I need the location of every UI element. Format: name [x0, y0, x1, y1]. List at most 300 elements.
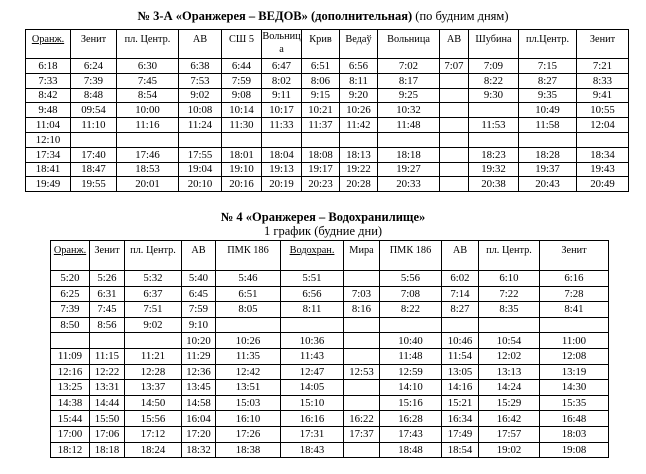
t2-cell: 7:45 — [90, 302, 125, 318]
t1-header-cell: АВ — [440, 30, 469, 59]
t1-header-cell: Зенит — [577, 30, 629, 59]
t2-cell: 18:18 — [90, 442, 125, 458]
t1-header-cell: пл. Центр. — [117, 30, 179, 59]
t1-cell: 9:08 — [222, 88, 262, 103]
t2-cell: 16:42 — [479, 411, 540, 427]
t2-cell: 6:25 — [51, 286, 90, 302]
t1-cell: 11:48 — [378, 118, 440, 133]
t2-cell — [344, 395, 380, 411]
t2-header-cell: Оранж. — [51, 241, 90, 271]
t2-cell: 16:22 — [344, 411, 380, 427]
t1-cell: 8:02 — [262, 73, 302, 88]
t2-cell: 14:50 — [125, 395, 182, 411]
t1-cell: 6:47 — [262, 59, 302, 74]
t2-cell: 15:10 — [281, 395, 344, 411]
t2-cell: 7:22 — [479, 286, 540, 302]
t2-cell: 11:54 — [442, 348, 479, 364]
t1-cell: 9:20 — [340, 88, 378, 103]
t2-cell: 11:09 — [51, 348, 90, 364]
t2-cell: 14:38 — [51, 395, 90, 411]
t2-header-cell: пл. Центр. — [125, 241, 182, 271]
t1-cell: 11:53 — [469, 118, 519, 133]
t2-header-cell: АВ — [182, 241, 216, 271]
t1-cell: 17:40 — [71, 147, 117, 162]
t1-cell — [469, 103, 519, 118]
t2-cell: 13:19 — [540, 364, 609, 380]
t1-cell: 11:16 — [117, 118, 179, 133]
t1-cell — [469, 132, 519, 147]
t2-cell: 14:30 — [540, 380, 609, 396]
t1-header-cell: Ведаў — [340, 30, 378, 59]
t2-cell: 5:51 — [281, 271, 344, 287]
t1-cell: 19:43 — [577, 162, 629, 177]
t2-cell: 12:16 — [51, 364, 90, 380]
t1-cell: 7:33 — [26, 73, 71, 88]
t1-cell: 18:34 — [577, 147, 629, 162]
t1-cell — [440, 103, 469, 118]
t2-cell: 12:42 — [216, 364, 281, 380]
t2-row — [51, 364, 609, 380]
t2-cell: 15:03 — [216, 395, 281, 411]
t2-cell: 18:54 — [442, 442, 479, 458]
t2-cell: 17:31 — [281, 426, 344, 442]
t1-cell: 9:35 — [519, 88, 577, 103]
t2-cell: 8:16 — [344, 302, 380, 318]
t1-cell: 9:48 — [26, 103, 71, 118]
t1-row — [26, 73, 629, 88]
t2-cell: 6:31 — [90, 286, 125, 302]
t1-cell: 8:11 — [340, 73, 378, 88]
t2-cell: 14:24 — [479, 380, 540, 396]
t1-cell: 11:30 — [222, 118, 262, 133]
t2-header-cell: Зенит — [90, 241, 125, 271]
t2-cell — [344, 348, 380, 364]
t2-cell: 13:37 — [125, 380, 182, 396]
t1-cell: 9:11 — [262, 88, 302, 103]
t1-cell: 7:39 — [71, 73, 117, 88]
t1-cell: 10:32 — [378, 103, 440, 118]
t1-row — [26, 88, 629, 103]
t1-cell: 10:49 — [519, 103, 577, 118]
t1-cell: 11:42 — [340, 118, 378, 133]
t2-row — [51, 348, 609, 364]
t1-cell: 10:14 — [222, 103, 262, 118]
t2-cell: 15:16 — [380, 395, 442, 411]
t1-cell: 7:15 — [519, 59, 577, 74]
t1-cell — [340, 132, 378, 147]
t2-cell — [344, 442, 380, 458]
t1-cell: 7:07 — [440, 59, 469, 74]
t1-cell: 20:01 — [117, 177, 179, 192]
t1-cell — [302, 132, 340, 147]
t2-header-cell: ПМК 186 — [380, 241, 442, 271]
t1-cell: 20:43 — [519, 177, 577, 192]
table1-title-bold: № 3-А «Оранжерея – ВЕДОВ» (дополнительная) — [137, 9, 413, 23]
t2-header-cell: ПМК 186 — [216, 241, 281, 271]
t1-cell — [440, 132, 469, 147]
t2-cell — [216, 317, 281, 333]
t2-cell: 14:58 — [182, 395, 216, 411]
t2-cell: 9:10 — [182, 317, 216, 333]
t1-row — [26, 177, 629, 192]
t1-cell: 12:10 — [26, 132, 71, 147]
t2-cell: 13:45 — [182, 380, 216, 396]
t2-cell: 18:12 — [51, 442, 90, 458]
t2-cell: 12:59 — [380, 364, 442, 380]
t1-cell: 8:22 — [469, 73, 519, 88]
t1-cell: 10:00 — [117, 103, 179, 118]
t2-cell: 5:46 — [216, 271, 281, 287]
t2-cell: 18:43 — [281, 442, 344, 458]
t2-cell: 12:22 — [90, 364, 125, 380]
t1-cell: 18:41 — [26, 162, 71, 177]
t2-cell: 18:38 — [216, 442, 281, 458]
t2-row — [51, 286, 609, 302]
t1-cell: 20:23 — [302, 177, 340, 192]
t2-cell: 17:57 — [479, 426, 540, 442]
t2-cell: 14:10 — [380, 380, 442, 396]
t2-cell: 14:16 — [442, 380, 479, 396]
t2-cell: 7:08 — [380, 286, 442, 302]
t1-cell: 19:04 — [179, 162, 222, 177]
t1-cell: 6:44 — [222, 59, 262, 74]
t1-cell — [440, 147, 469, 162]
t1-cell — [222, 132, 262, 147]
t1-cell: 10:26 — [340, 103, 378, 118]
t2-cell: 17:26 — [216, 426, 281, 442]
t2-cell: 15:29 — [479, 395, 540, 411]
t2-cell: 18:03 — [540, 426, 609, 442]
t2-cell: 18:24 — [125, 442, 182, 458]
t2-cell: 17:06 — [90, 426, 125, 442]
t2-cell: 7:51 — [125, 302, 182, 318]
t1-header-cell: Шубина — [469, 30, 519, 59]
t2-cell: 10:26 — [216, 333, 281, 349]
t1-cell: 6:18 — [26, 59, 71, 74]
t2-cell: 6:56 — [281, 286, 344, 302]
t2-cell: 16:04 — [182, 411, 216, 427]
t2-cell: 17:49 — [442, 426, 479, 442]
table2-subtitle: 1 график (будние дни) — [263, 224, 383, 238]
t1-cell: 18:47 — [71, 162, 117, 177]
t2-cell: 6:51 — [216, 286, 281, 302]
t2-cell — [51, 333, 90, 349]
t2-cell: 13:13 — [479, 364, 540, 380]
t1-header-cell: Крив — [302, 30, 340, 59]
t2-cell: 17:12 — [125, 426, 182, 442]
t2-cell — [540, 317, 609, 333]
t2-cell: 19:02 — [479, 442, 540, 458]
t2-cell: 11:00 — [540, 333, 609, 349]
t2-cell: 15:44 — [51, 411, 90, 427]
t1-cell: 9:02 — [179, 88, 222, 103]
t2-cell — [125, 333, 182, 349]
t2-cell: 11:35 — [216, 348, 281, 364]
t1-header-cell: СШ 5 — [222, 30, 262, 59]
t1-cell: 7:21 — [577, 59, 629, 74]
t1-cell: 20:33 — [378, 177, 440, 192]
t1-cell: 8:48 — [71, 88, 117, 103]
table1-title-rest: (по будним дням) — [412, 9, 509, 23]
t2-cell: 5:20 — [51, 271, 90, 287]
t2-cell: 13:25 — [51, 380, 90, 396]
t1-cell: 7:59 — [222, 73, 262, 88]
t2-cell: 10:54 — [479, 333, 540, 349]
t2-cell: 5:40 — [182, 271, 216, 287]
t1-cell — [440, 73, 469, 88]
t1-cell: 10:21 — [302, 103, 340, 118]
t1-cell: 8:27 — [519, 73, 577, 88]
t2-cell: 13:31 — [90, 380, 125, 396]
t2-cell: 7:28 — [540, 286, 609, 302]
t1-cell — [440, 118, 469, 133]
t1-cell: 19:10 — [222, 162, 262, 177]
t1-cell: 11:10 — [71, 118, 117, 133]
t1-cell — [117, 132, 179, 147]
t2-cell: 11:48 — [380, 348, 442, 364]
t1-cell: 18:23 — [469, 147, 519, 162]
t1-cell — [378, 132, 440, 147]
t1-cell: 19:17 — [302, 162, 340, 177]
t2-cell — [442, 317, 479, 333]
t1-cell: 9:15 — [302, 88, 340, 103]
t1-cell: 12:04 — [577, 118, 629, 133]
t1-header-cell: Вольница — [378, 30, 440, 59]
t1-cell: 6:51 — [302, 59, 340, 74]
t2-cell — [380, 317, 442, 333]
t2-cell: 15:56 — [125, 411, 182, 427]
t2-cell: 5:32 — [125, 271, 182, 287]
t2-cell: 17:00 — [51, 426, 90, 442]
t2-cell: 16:28 — [380, 411, 442, 427]
t1-cell: 17:34 — [26, 147, 71, 162]
t2-cell — [479, 317, 540, 333]
t1-cell: 18:28 — [519, 147, 577, 162]
t1-row — [26, 118, 629, 133]
t1-cell — [577, 132, 629, 147]
t2-cell: 12:08 — [540, 348, 609, 364]
t2-cell: 12:36 — [182, 364, 216, 380]
t1-cell: 11:58 — [519, 118, 577, 133]
t2-cell: 18:48 — [380, 442, 442, 458]
t2-cell: 8:35 — [479, 302, 540, 318]
t2-cell: 12:28 — [125, 364, 182, 380]
t2-header-cell: АВ — [442, 241, 479, 271]
t2-cell: 10:36 — [281, 333, 344, 349]
t2-cell: 7:59 — [182, 302, 216, 318]
t1-cell: 8:33 — [577, 73, 629, 88]
t1-header-cell: Оранж. — [26, 30, 71, 59]
t1-cell: 20:10 — [179, 177, 222, 192]
t1-cell: 20:28 — [340, 177, 378, 192]
t2-cell: 14:44 — [90, 395, 125, 411]
t1-cell: 19:55 — [71, 177, 117, 192]
t2-header-row — [51, 241, 609, 271]
t1-cell: 17:46 — [117, 147, 179, 162]
t2-cell: 6:45 — [182, 286, 216, 302]
t2-cell: 7:39 — [51, 302, 90, 318]
t2-cell: 13:51 — [216, 380, 281, 396]
t1-cell: 19:13 — [262, 162, 302, 177]
t1-cell — [440, 162, 469, 177]
t1-row — [26, 103, 629, 118]
t2-cell: 11:43 — [281, 348, 344, 364]
t1-cell: 8:17 — [378, 73, 440, 88]
t2-cell: 11:29 — [182, 348, 216, 364]
t1-cell: 11:37 — [302, 118, 340, 133]
t1-cell — [262, 132, 302, 147]
t1-cell: 10:17 — [262, 103, 302, 118]
t1-cell: 7:09 — [469, 59, 519, 74]
t1-cell: 19:32 — [469, 162, 519, 177]
t2-cell: 6:16 — [540, 271, 609, 287]
t1-cell: 11:33 — [262, 118, 302, 133]
t2-cell: 5:26 — [90, 271, 125, 287]
t1-cell: 18:53 — [117, 162, 179, 177]
t1-cell: 6:30 — [117, 59, 179, 74]
t2-cell: 16:16 — [281, 411, 344, 427]
t1-row — [26, 132, 629, 147]
t2-cell: 11:15 — [90, 348, 125, 364]
t1-cell: 18:18 — [378, 147, 440, 162]
t1-cell: 6:38 — [179, 59, 222, 74]
t2-row — [51, 302, 609, 318]
t2-cell: 10:20 — [182, 333, 216, 349]
t2-cell — [344, 271, 380, 287]
t2-cell: 8:50 — [51, 317, 90, 333]
t1-cell: 11:24 — [179, 118, 222, 133]
t1-cell: 6:56 — [340, 59, 378, 74]
t1-cell: 20:49 — [577, 177, 629, 192]
t1-cell: 19:27 — [378, 162, 440, 177]
t1-cell: 09:54 — [71, 103, 117, 118]
t2-cell: 12:47 — [281, 364, 344, 380]
t2-cell — [344, 317, 380, 333]
t1-cell: 18:04 — [262, 147, 302, 162]
t2-cell: 8:11 — [281, 302, 344, 318]
t2-cell: 16:48 — [540, 411, 609, 427]
t2-cell: 16:34 — [442, 411, 479, 427]
t2-row — [51, 380, 609, 396]
t2-cell: 12:53 — [344, 364, 380, 380]
table2-title-bold: № 4 «Оранжерея – Водохранилище» — [220, 210, 426, 224]
t2-cell: 15:21 — [442, 395, 479, 411]
t1-cell: 20:19 — [262, 177, 302, 192]
t2-header-cell: Водохран. — [281, 241, 344, 271]
t1-cell: 8:42 — [26, 88, 71, 103]
t2-row — [51, 411, 609, 427]
t1-cell: 9:30 — [469, 88, 519, 103]
t1-cell: 9:41 — [577, 88, 629, 103]
t2-cell: 19:08 — [540, 442, 609, 458]
t2-header-cell: Зенит — [540, 241, 609, 271]
t1-cell — [71, 132, 117, 147]
t1-cell: 9:25 — [378, 88, 440, 103]
t1-cell: 8:06 — [302, 73, 340, 88]
t1-row — [26, 147, 629, 162]
t1-header-cell: Вольница — [262, 30, 302, 59]
t2-row — [51, 426, 609, 442]
t1-cell: 7:02 — [378, 59, 440, 74]
t2-cell: 16:10 — [216, 411, 281, 427]
t1-cell: 19:22 — [340, 162, 378, 177]
t1-cell — [179, 132, 222, 147]
t1-cell: 10:08 — [179, 103, 222, 118]
table2-title — [0, 210, 646, 224]
t1-row — [26, 59, 629, 74]
t2-cell: 17:43 — [380, 426, 442, 442]
t1-cell: 20:38 — [469, 177, 519, 192]
t2-cell: 8:41 — [540, 302, 609, 318]
t1-cell: 19:49 — [26, 177, 71, 192]
t2-cell: 9:02 — [125, 317, 182, 333]
t2-cell: 17:20 — [182, 426, 216, 442]
t1-cell: 10:55 — [577, 103, 629, 118]
t2-cell: 8:27 — [442, 302, 479, 318]
t2-cell — [344, 333, 380, 349]
t1-cell: 8:54 — [117, 88, 179, 103]
t2-cell: 8:22 — [380, 302, 442, 318]
timetable-4 — [50, 240, 609, 458]
t1-header-cell: пл.Центр. — [519, 30, 577, 59]
t2-cell: 15:35 — [540, 395, 609, 411]
t2-cell: 14:05 — [281, 380, 344, 396]
t1-cell: 7:53 — [179, 73, 222, 88]
t2-header-cell: Мира — [344, 241, 380, 271]
t1-header-cell: АВ — [179, 30, 222, 59]
t1-cell — [440, 88, 469, 103]
t2-cell — [90, 333, 125, 349]
t1-cell — [440, 177, 469, 192]
t2-cell: 5:56 — [380, 271, 442, 287]
t1-cell: 20:16 — [222, 177, 262, 192]
t2-cell: 8:05 — [216, 302, 281, 318]
t2-cell: 6:02 — [442, 271, 479, 287]
timetable-3a — [25, 29, 629, 192]
t2-cell: 8:56 — [90, 317, 125, 333]
t2-header-cell: пл. Центр. — [479, 241, 540, 271]
t1-row — [26, 162, 629, 177]
t2-cell: 6:37 — [125, 286, 182, 302]
t1-cell: 11:04 — [26, 118, 71, 133]
t2-cell — [344, 380, 380, 396]
t1-cell: 18:08 — [302, 147, 340, 162]
t2-cell: 13:05 — [442, 364, 479, 380]
t1-cell: 6:24 — [71, 59, 117, 74]
t2-row — [51, 395, 609, 411]
t2-cell — [281, 317, 344, 333]
t2-row — [51, 442, 609, 458]
t2-cell: 7:03 — [344, 286, 380, 302]
t1-header-row — [26, 30, 629, 59]
table1-title — [0, 9, 646, 23]
t2-cell: 12:02 — [479, 348, 540, 364]
t1-cell: 17:55 — [179, 147, 222, 162]
t2-cell: 17:37 — [344, 426, 380, 442]
t1-header-cell: Зенит — [71, 30, 117, 59]
t2-cell: 10:46 — [442, 333, 479, 349]
t2-cell: 6:10 — [479, 271, 540, 287]
t1-cell: 18:13 — [340, 147, 378, 162]
t1-cell — [519, 132, 577, 147]
t2-row — [51, 333, 609, 349]
t1-cell: 19:37 — [519, 162, 577, 177]
t2-cell: 11:21 — [125, 348, 182, 364]
t1-cell: 7:45 — [117, 73, 179, 88]
t2-row — [51, 317, 609, 333]
t2-row — [51, 271, 609, 287]
t1-cell: 18:01 — [222, 147, 262, 162]
